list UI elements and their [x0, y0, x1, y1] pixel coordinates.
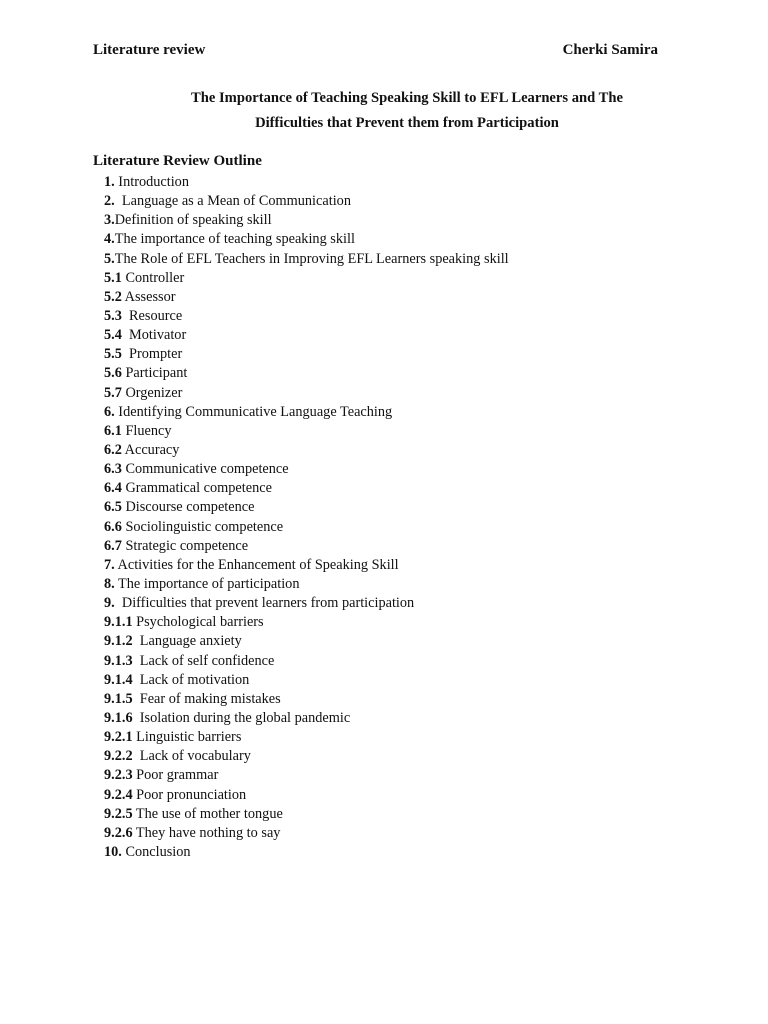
- outline-item: [104, 230, 509, 249]
- outline-item: [104, 307, 509, 326]
- outline-item: [104, 690, 509, 709]
- outline-item-number: 1.: [104, 174, 115, 190]
- outline-item: [104, 537, 509, 556]
- outline-item-number: 9.1.1: [104, 614, 133, 631]
- outline-item-text: They have nothing to say: [132, 824, 281, 841]
- title-line-1: The Importance of Teaching Speaking Skill to EFL Learners and The: [191, 90, 623, 106]
- outline-item-text: Fluency: [121, 422, 172, 439]
- outline-item: [104, 422, 509, 441]
- outline-item: [104, 288, 509, 307]
- outline-item-text: The use of mother tongue: [132, 805, 283, 822]
- title-line-2: Difficulties that Prevent them from Participation: [255, 115, 559, 131]
- outline-item: [104, 479, 509, 498]
- outline-item-text: Poor grammar: [132, 767, 219, 784]
- outline-item-number: 9.1.5: [104, 690, 133, 707]
- outline-item-text: The Role of EFL Teachers in Improving EFL Learners speaking skill: [114, 250, 509, 267]
- outline-item-number: 5.3: [104, 307, 122, 324]
- outline-list: [104, 173, 509, 862]
- outline-item-number: 5.1: [104, 269, 122, 286]
- outline-item-number: 5.7: [104, 384, 122, 401]
- outline-item-text: Controller: [121, 269, 185, 286]
- outline-item-text: Communicative competence: [121, 461, 289, 478]
- outline-item: [104, 192, 509, 211]
- outline-item-number: 6.7: [104, 537, 122, 554]
- document-title: [0, 86, 768, 136]
- outline-item-number: 5.2: [104, 288, 122, 305]
- outline-item-number: 9.1.3: [104, 652, 133, 669]
- outline-item-text: Orgenizer: [121, 384, 183, 401]
- outline-item-number: 6.: [104, 403, 115, 420]
- outline-item-text: Sociolinguistic competence: [121, 518, 284, 535]
- outline-item-text: Prompter: [121, 346, 183, 363]
- outline-item-text: Lack of vocabulary: [132, 748, 251, 765]
- outline-item-number: 9.2.5: [104, 805, 133, 822]
- outline-item: [104, 594, 509, 613]
- outline-item: [104, 843, 509, 862]
- outline-item: [104, 575, 509, 594]
- outline-item-text: Lack of self confidence: [132, 652, 275, 669]
- outline-item-text: Difficulties that prevent learners from participation: [114, 595, 415, 612]
- outline-item-text: Activities for the Enhancement of Speaking Skill: [114, 556, 399, 573]
- outline-item-number: 9.2.3: [104, 767, 133, 784]
- outline-item-text: Discourse competence: [121, 499, 255, 516]
- outline-item-text: Assessor: [121, 288, 176, 305]
- outline-item-text: The importance of teaching speaking skill: [114, 231, 355, 248]
- outline-item: [104, 747, 509, 766]
- outline-item-text: Participant: [121, 365, 188, 382]
- outline-item: [104, 786, 509, 805]
- outline-item-number: 9.: [104, 595, 115, 612]
- outline-item-number: 7.: [104, 556, 115, 573]
- outline-item-number: 6.4: [104, 480, 122, 497]
- outline-item: [104, 766, 509, 785]
- outline-item: [104, 824, 509, 843]
- outline-item: [104, 173, 509, 192]
- outline-item-number: 9.2.6: [104, 824, 133, 841]
- header-author-name: Cherki Samira: [562, 42, 658, 58]
- outline-item: [104, 728, 509, 747]
- outline-item: [104, 632, 509, 651]
- outline-item-text: Accuracy: [121, 441, 180, 458]
- outline-item-number: 6.1: [104, 422, 122, 439]
- outline-item: [104, 345, 509, 364]
- outline-item-text: Linguistic barriers: [132, 729, 242, 746]
- outline-item-text: Psychological barriers: [132, 614, 264, 631]
- outline-item-number: 9.1.6: [104, 709, 133, 726]
- outline-item: [104, 211, 509, 230]
- outline-item: [104, 805, 509, 824]
- outline-item-number: 6.6: [104, 518, 122, 535]
- outline-item-number: 6.3: [104, 461, 122, 478]
- outline-item-number: 8.: [104, 575, 115, 592]
- outline-item-text: Isolation during the global pandemic: [132, 709, 351, 726]
- outline-item-number: 9.2.2: [104, 748, 133, 765]
- outline-item-number: 4.: [104, 231, 115, 248]
- outline-item-number: 9.1.2: [104, 633, 133, 650]
- outline-item-text: Motivator: [121, 327, 187, 344]
- outline-item-text: The importance of participation: [114, 575, 300, 592]
- outline-item-text: Identifying Communicative Language Teaching: [114, 403, 393, 420]
- outline-item-number: 6.5: [104, 499, 122, 516]
- outline-item-text: Definition of speaking skill: [114, 212, 272, 229]
- outline-item-number: 9.1.4: [104, 671, 133, 688]
- outline-item-number: 9.2.4: [104, 786, 133, 803]
- outline-item: [104, 556, 509, 575]
- outline-item: [104, 498, 509, 517]
- outline-item-number: 3.: [104, 212, 115, 229]
- outline-item-number: 5.6: [104, 365, 122, 382]
- outline-item-text: Resource: [121, 307, 183, 324]
- outline-item-number: 5.5: [104, 346, 122, 363]
- outline-item: [104, 384, 509, 403]
- outline-item: [104, 441, 509, 460]
- outline-item: [104, 364, 509, 383]
- outline-item-number: 5.4: [104, 327, 122, 344]
- outline-item-text: Lack of motivation: [132, 671, 250, 688]
- header-section-label: Literature review: [93, 42, 206, 58]
- outline-item: [104, 518, 509, 537]
- outline-item-number: 9.2.1: [104, 729, 133, 746]
- outline-item-number: 6.2: [104, 441, 122, 458]
- outline-heading: Literature Review Outline: [93, 153, 262, 169]
- outline-item: [104, 652, 509, 671]
- outline-item: [104, 709, 509, 728]
- outline-item-text: Conclusion: [121, 843, 191, 860]
- outline-item-number: 5.: [104, 250, 115, 267]
- outline-item: [104, 269, 509, 288]
- outline-item: [104, 403, 509, 422]
- outline-item: [104, 326, 509, 345]
- outline-item-text: Fear of making mistakes: [132, 690, 281, 707]
- outline-item-text: Strategic competence: [121, 537, 249, 554]
- outline-item-text: Poor pronunciation: [132, 786, 247, 803]
- outline-item: [104, 460, 509, 479]
- outline-item: [104, 671, 509, 690]
- outline-item-text: Language anxiety: [132, 633, 242, 650]
- outline-item: [104, 613, 509, 632]
- outline-item-number: 2.: [104, 193, 115, 210]
- outline-item: [104, 250, 509, 269]
- outline-item-number: 10.: [104, 843, 122, 860]
- outline-item-text: Language as a Mean of Communication: [114, 193, 351, 210]
- outline-item-text: Grammatical competence: [121, 480, 272, 497]
- outline-item-text: Introduction: [114, 174, 189, 190]
